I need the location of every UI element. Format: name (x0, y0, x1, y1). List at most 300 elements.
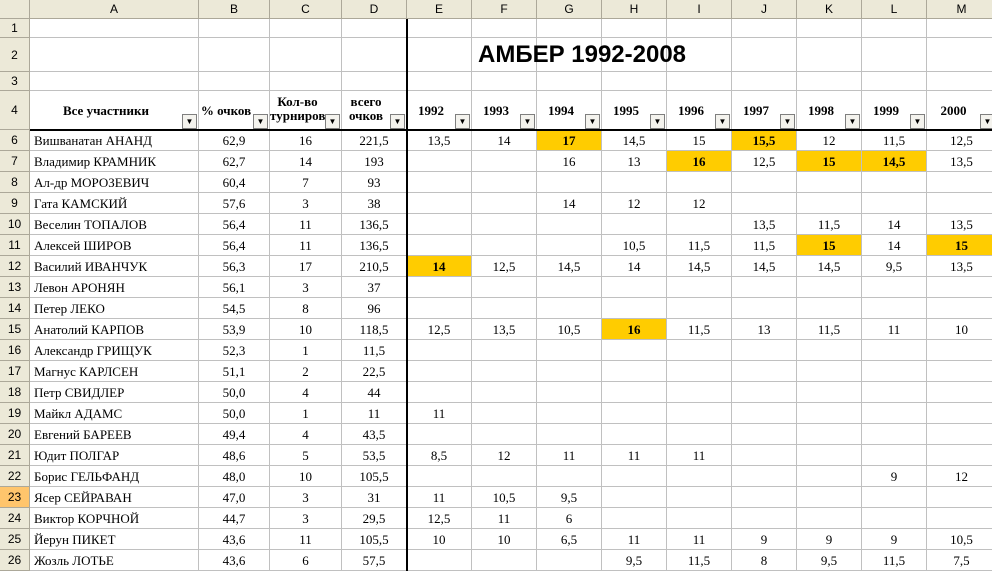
score-cell[interactable]: 10 (270, 319, 342, 340)
score-cell[interactable]: 14 (862, 214, 927, 235)
row-header-14[interactable]: 14 (0, 298, 30, 319)
score-cell[interactable] (537, 340, 602, 361)
row-header-11[interactable]: 11 (0, 235, 30, 256)
score-cell[interactable]: 44,7 (199, 508, 270, 529)
row-header-7[interactable]: 7 (0, 151, 30, 172)
score-cell[interactable] (602, 382, 667, 403)
row-header-19[interactable]: 19 (0, 403, 30, 424)
score-cell[interactable]: 10 (927, 319, 992, 340)
score-cell[interactable] (472, 550, 537, 571)
row-header-3[interactable]: 3 (0, 72, 30, 91)
score-cell[interactable] (602, 508, 667, 529)
score-cell[interactable]: 11,5 (862, 550, 927, 571)
participant-name-cell[interactable]: Майкл АДАМС (30, 403, 199, 424)
score-cell[interactable] (862, 445, 927, 466)
empty-cell[interactable] (602, 72, 667, 91)
row-header-25[interactable]: 25 (0, 529, 30, 550)
empty-cell[interactable] (407, 38, 472, 72)
empty-cell[interactable] (862, 38, 927, 72)
empty-cell[interactable] (472, 72, 537, 91)
empty-cell[interactable] (537, 19, 602, 38)
score-cell[interactable]: 14,5 (602, 130, 667, 151)
score-cell[interactable]: 11 (667, 529, 732, 550)
score-cell[interactable] (407, 235, 472, 256)
score-cell[interactable]: 3 (270, 193, 342, 214)
score-cell[interactable] (927, 172, 992, 193)
score-cell[interactable]: 14,5 (537, 256, 602, 277)
column-header-e[interactable]: E (407, 0, 472, 19)
empty-cell[interactable] (407, 72, 472, 91)
score-cell[interactable]: 11 (602, 445, 667, 466)
score-cell[interactable]: 10,5 (927, 529, 992, 550)
score-cell[interactable]: 10 (472, 529, 537, 550)
score-cell[interactable] (407, 550, 472, 571)
filter-dropdown-icon[interactable]: ▼ (980, 114, 992, 129)
score-cell[interactable]: 7 (270, 172, 342, 193)
score-cell[interactable]: 12,5 (407, 319, 472, 340)
score-cell[interactable] (667, 277, 732, 298)
score-cell[interactable]: 12 (667, 193, 732, 214)
row-header-26[interactable]: 26 (0, 550, 30, 571)
score-cell[interactable]: 14,5 (732, 256, 797, 277)
filter-dropdown-icon[interactable]: ▼ (390, 114, 405, 129)
score-cell[interactable]: 14 (537, 193, 602, 214)
score-cell[interactable]: 17 (270, 256, 342, 277)
score-cell[interactable]: 11 (342, 403, 407, 424)
participant-name-cell[interactable]: Петр СВИДЛЕР (30, 382, 199, 403)
score-cell[interactable] (667, 361, 732, 382)
score-cell[interactable]: 16 (602, 319, 667, 340)
score-cell[interactable] (602, 298, 667, 319)
score-cell[interactable]: 13 (732, 319, 797, 340)
score-cell[interactable]: 11,5 (342, 340, 407, 361)
select-all-corner[interactable] (0, 0, 30, 19)
score-cell[interactable] (797, 466, 862, 487)
empty-cell[interactable] (342, 38, 407, 72)
score-cell[interactable]: 8 (732, 550, 797, 571)
score-cell[interactable] (862, 172, 927, 193)
participant-name-cell[interactable]: Веселин ТОПАЛОВ (30, 214, 199, 235)
empty-cell[interactable] (927, 72, 992, 91)
score-cell[interactable] (667, 382, 732, 403)
score-cell[interactable]: 11 (602, 529, 667, 550)
score-cell[interactable]: 93 (342, 172, 407, 193)
score-cell[interactable] (797, 424, 862, 445)
score-cell[interactable]: 13,5 (927, 214, 992, 235)
score-cell[interactable]: 15 (797, 235, 862, 256)
score-cell[interactable]: 49,4 (199, 424, 270, 445)
score-cell[interactable] (862, 403, 927, 424)
score-cell[interactable] (732, 424, 797, 445)
column-header-d[interactable]: D (342, 0, 407, 19)
score-cell[interactable] (537, 403, 602, 424)
score-cell[interactable]: 4 (270, 382, 342, 403)
empty-cell[interactable] (862, 72, 927, 91)
score-cell[interactable] (537, 550, 602, 571)
score-cell[interactable]: 6,5 (537, 529, 602, 550)
row-header-4[interactable]: 4 (0, 91, 30, 130)
score-cell[interactable]: 43,6 (199, 529, 270, 550)
row-header-1[interactable]: 1 (0, 19, 30, 38)
score-cell[interactable]: 136,5 (342, 235, 407, 256)
score-cell[interactable]: 44 (342, 382, 407, 403)
row-header-2[interactable]: 2 (0, 38, 30, 72)
score-cell[interactable]: 9 (862, 466, 927, 487)
score-cell[interactable]: 11,5 (667, 235, 732, 256)
score-cell[interactable] (472, 403, 537, 424)
score-cell[interactable] (862, 424, 927, 445)
score-cell[interactable]: 43,5 (342, 424, 407, 445)
score-cell[interactable] (537, 172, 602, 193)
score-cell[interactable]: 56,1 (199, 277, 270, 298)
empty-cell[interactable] (927, 19, 992, 38)
score-cell[interactable]: 38 (342, 193, 407, 214)
score-cell[interactable]: 54,5 (199, 298, 270, 319)
row-header-9[interactable]: 9 (0, 193, 30, 214)
score-cell[interactable] (472, 298, 537, 319)
score-cell[interactable] (797, 193, 862, 214)
column-header-j[interactable]: J (732, 0, 797, 19)
score-cell[interactable] (927, 445, 992, 466)
score-cell[interactable] (927, 508, 992, 529)
empty-cell[interactable] (342, 19, 407, 38)
score-cell[interactable] (537, 424, 602, 445)
score-cell[interactable] (407, 361, 472, 382)
score-cell[interactable]: 3 (270, 508, 342, 529)
score-cell[interactable]: 7,5 (927, 550, 992, 571)
score-cell[interactable] (407, 172, 472, 193)
score-cell[interactable] (732, 298, 797, 319)
score-cell[interactable] (732, 193, 797, 214)
participant-name-cell[interactable]: Александр ГРИЩУК (30, 340, 199, 361)
score-cell[interactable]: 96 (342, 298, 407, 319)
score-cell[interactable] (472, 466, 537, 487)
score-cell[interactable] (667, 403, 732, 424)
participant-name-cell[interactable]: Левон АРОНЯН (30, 277, 199, 298)
participant-name-cell[interactable]: Петер ЛЕКО (30, 298, 199, 319)
score-cell[interactable]: 6 (537, 508, 602, 529)
empty-cell[interactable] (732, 19, 797, 38)
score-cell[interactable]: 62,7 (199, 151, 270, 172)
score-cell[interactable]: 11,5 (797, 214, 862, 235)
score-cell[interactable]: 12 (472, 445, 537, 466)
filter-dropdown-icon[interactable]: ▼ (182, 114, 197, 129)
participant-name-cell[interactable]: Анатолий КАРПОВ (30, 319, 199, 340)
score-cell[interactable]: 3 (270, 277, 342, 298)
score-cell[interactable]: 50,0 (199, 403, 270, 424)
score-cell[interactable] (797, 445, 862, 466)
score-cell[interactable] (732, 382, 797, 403)
score-cell[interactable]: 29,5 (342, 508, 407, 529)
score-cell[interactable]: 16 (537, 151, 602, 172)
score-cell[interactable] (667, 340, 732, 361)
score-cell[interactable]: 10 (270, 466, 342, 487)
score-cell[interactable] (667, 487, 732, 508)
row-header-15[interactable]: 15 (0, 319, 30, 340)
score-cell[interactable]: 43,6 (199, 550, 270, 571)
score-cell[interactable] (862, 193, 927, 214)
score-cell[interactable] (927, 298, 992, 319)
empty-cell[interactable] (732, 38, 797, 72)
score-cell[interactable] (797, 277, 862, 298)
empty-cell[interactable] (30, 38, 199, 72)
filter-dropdown-icon[interactable]: ▼ (910, 114, 925, 129)
score-cell[interactable]: 12 (927, 466, 992, 487)
column-header-f[interactable]: F (472, 0, 537, 19)
column-header-a[interactable]: A (30, 0, 199, 19)
participant-name-cell[interactable]: Вишванатан АНАНД (30, 130, 199, 151)
score-cell[interactable] (732, 508, 797, 529)
empty-cell[interactable] (30, 72, 199, 91)
score-cell[interactable]: 105,5 (342, 466, 407, 487)
score-cell[interactable]: 12,5 (472, 256, 537, 277)
score-cell[interactable] (797, 487, 862, 508)
filter-dropdown-icon[interactable]: ▼ (325, 114, 340, 129)
score-cell[interactable] (472, 235, 537, 256)
score-cell[interactable]: 8,5 (407, 445, 472, 466)
score-cell[interactable] (732, 340, 797, 361)
score-cell[interactable]: 52,3 (199, 340, 270, 361)
score-cell[interactable]: 10,5 (537, 319, 602, 340)
score-cell[interactable]: 9 (732, 529, 797, 550)
participant-name-cell[interactable]: Василий ИВАНЧУК (30, 256, 199, 277)
score-cell[interactable]: 1 (270, 340, 342, 361)
score-cell[interactable]: 11 (407, 403, 472, 424)
participant-name-cell[interactable]: Алексей ШИРОВ (30, 235, 199, 256)
row-header-13[interactable]: 13 (0, 277, 30, 298)
score-cell[interactable] (537, 277, 602, 298)
row-header-23[interactable]: 23 (0, 487, 30, 508)
empty-cell[interactable] (199, 72, 270, 91)
score-cell[interactable] (732, 172, 797, 193)
score-cell[interactable]: 12 (602, 193, 667, 214)
score-cell[interactable]: 12 (797, 130, 862, 151)
score-cell[interactable] (862, 340, 927, 361)
empty-cell[interactable] (797, 19, 862, 38)
score-cell[interactable]: 11 (537, 445, 602, 466)
score-cell[interactable]: 5 (270, 445, 342, 466)
score-cell[interactable]: 14 (270, 151, 342, 172)
score-cell[interactable] (537, 214, 602, 235)
score-cell[interactable] (407, 193, 472, 214)
score-cell[interactable] (472, 193, 537, 214)
score-cell[interactable]: 10 (407, 529, 472, 550)
row-header-17[interactable]: 17 (0, 361, 30, 382)
filter-dropdown-icon[interactable]: ▼ (650, 114, 665, 129)
empty-cell[interactable] (30, 19, 199, 38)
score-cell[interactable]: 16 (270, 130, 342, 151)
score-cell[interactable] (927, 193, 992, 214)
participant-name-cell[interactable]: Юдит ПОЛГАР (30, 445, 199, 466)
score-cell[interactable] (797, 172, 862, 193)
score-cell[interactable]: 50,0 (199, 382, 270, 403)
row-header-24[interactable]: 24 (0, 508, 30, 529)
empty-cell[interactable] (407, 19, 472, 38)
column-header-k[interactable]: K (797, 0, 862, 19)
score-cell[interactable]: 14,5 (667, 256, 732, 277)
participant-name-cell[interactable]: Йерун ПИКЕТ (30, 529, 199, 550)
score-cell[interactable] (602, 466, 667, 487)
score-cell[interactable]: 22,5 (342, 361, 407, 382)
score-cell[interactable]: 53,9 (199, 319, 270, 340)
score-cell[interactable] (797, 340, 862, 361)
score-cell[interactable] (797, 382, 862, 403)
score-cell[interactable] (537, 382, 602, 403)
column-header-i[interactable]: I (667, 0, 732, 19)
score-cell[interactable]: 9,5 (602, 550, 667, 571)
score-cell[interactable] (537, 361, 602, 382)
score-cell[interactable] (927, 361, 992, 382)
row-header-16[interactable]: 16 (0, 340, 30, 361)
score-cell[interactable]: 3 (270, 487, 342, 508)
score-cell[interactable] (602, 214, 667, 235)
score-cell[interactable]: 11 (270, 214, 342, 235)
score-cell[interactable]: 2 (270, 361, 342, 382)
score-cell[interactable]: 8 (270, 298, 342, 319)
score-cell[interactable]: 10,5 (472, 487, 537, 508)
score-cell[interactable] (732, 403, 797, 424)
score-cell[interactable]: 13,5 (927, 151, 992, 172)
score-cell[interactable]: 57,5 (342, 550, 407, 571)
score-cell[interactable]: 56,3 (199, 256, 270, 277)
score-cell[interactable]: 12,5 (927, 130, 992, 151)
score-cell[interactable]: 11 (270, 235, 342, 256)
score-cell[interactable]: 13 (602, 151, 667, 172)
score-cell[interactable] (927, 382, 992, 403)
score-cell[interactable] (602, 172, 667, 193)
score-cell[interactable] (472, 424, 537, 445)
score-cell[interactable]: 10,5 (602, 235, 667, 256)
score-cell[interactable] (797, 403, 862, 424)
score-cell[interactable] (472, 151, 537, 172)
score-cell[interactable] (927, 277, 992, 298)
empty-cell[interactable] (270, 19, 342, 38)
row-header-20[interactable]: 20 (0, 424, 30, 445)
score-cell[interactable] (472, 340, 537, 361)
score-cell[interactable] (862, 277, 927, 298)
score-cell[interactable] (732, 466, 797, 487)
score-cell[interactable] (797, 298, 862, 319)
score-cell[interactable]: 14 (602, 256, 667, 277)
score-cell[interactable]: 13,5 (407, 130, 472, 151)
score-cell[interactable]: 13,5 (732, 214, 797, 235)
score-cell[interactable] (602, 424, 667, 445)
score-cell[interactable]: 62,9 (199, 130, 270, 151)
score-cell[interactable]: 16 (667, 151, 732, 172)
row-header-6[interactable]: 6 (0, 130, 30, 151)
participant-name-cell[interactable]: Виктор КОРЧНОЙ (30, 508, 199, 529)
score-cell[interactable] (407, 277, 472, 298)
empty-cell[interactable] (667, 19, 732, 38)
participant-name-cell[interactable]: Жозль ЛОТЬЕ (30, 550, 199, 571)
filter-dropdown-icon[interactable]: ▼ (780, 114, 795, 129)
score-cell[interactable]: 15,5 (732, 130, 797, 151)
score-cell[interactable] (602, 361, 667, 382)
score-cell[interactable]: 11,5 (667, 550, 732, 571)
filter-dropdown-icon[interactable]: ▼ (715, 114, 730, 129)
score-cell[interactable] (667, 466, 732, 487)
score-cell[interactable] (667, 424, 732, 445)
empty-cell[interactable] (862, 19, 927, 38)
score-cell[interactable]: 11,5 (797, 319, 862, 340)
score-cell[interactable]: 11 (862, 319, 927, 340)
score-cell[interactable]: 9,5 (797, 550, 862, 571)
score-cell[interactable] (407, 214, 472, 235)
score-cell[interactable]: 14 (472, 130, 537, 151)
score-cell[interactable]: 136,5 (342, 214, 407, 235)
empty-cell[interactable] (797, 72, 862, 91)
score-cell[interactable]: 9,5 (862, 256, 927, 277)
score-cell[interactable]: 14,5 (862, 151, 927, 172)
filter-dropdown-icon[interactable]: ▼ (455, 114, 470, 129)
score-cell[interactable]: 11,5 (732, 235, 797, 256)
filter-dropdown-icon[interactable]: ▼ (585, 114, 600, 129)
score-cell[interactable]: 47,0 (199, 487, 270, 508)
score-cell[interactable]: 118,5 (342, 319, 407, 340)
empty-cell[interactable] (667, 72, 732, 91)
participant-name-cell[interactable]: Евгений БАРЕЕВ (30, 424, 199, 445)
score-cell[interactable]: 4 (270, 424, 342, 445)
score-cell[interactable]: 15 (667, 130, 732, 151)
score-cell[interactable]: 56,4 (199, 235, 270, 256)
score-cell[interactable]: 193 (342, 151, 407, 172)
participant-name-cell[interactable]: Борис ГЕЛЬФАНД (30, 466, 199, 487)
empty-cell[interactable] (732, 72, 797, 91)
score-cell[interactable]: 12,5 (732, 151, 797, 172)
score-cell[interactable]: 210,5 (342, 256, 407, 277)
score-cell[interactable] (797, 361, 862, 382)
score-cell[interactable] (797, 508, 862, 529)
column-header-c[interactable]: C (270, 0, 342, 19)
score-cell[interactable] (537, 298, 602, 319)
score-cell[interactable] (862, 508, 927, 529)
score-cell[interactable] (862, 298, 927, 319)
score-cell[interactable] (472, 382, 537, 403)
score-cell[interactable] (472, 214, 537, 235)
empty-cell[interactable] (472, 19, 537, 38)
score-cell[interactable] (537, 235, 602, 256)
score-cell[interactable] (667, 508, 732, 529)
score-cell[interactable]: 37 (342, 277, 407, 298)
score-cell[interactable] (472, 361, 537, 382)
row-header-18[interactable]: 18 (0, 382, 30, 403)
score-cell[interactable]: 12,5 (407, 508, 472, 529)
row-header-22[interactable]: 22 (0, 466, 30, 487)
score-cell[interactable] (732, 277, 797, 298)
score-cell[interactable] (667, 214, 732, 235)
score-cell[interactable]: 105,5 (342, 529, 407, 550)
filter-dropdown-icon[interactable]: ▼ (253, 114, 268, 129)
score-cell[interactable] (537, 466, 602, 487)
row-header-8[interactable]: 8 (0, 172, 30, 193)
empty-cell[interactable] (602, 19, 667, 38)
score-cell[interactable]: 13,5 (927, 256, 992, 277)
filter-dropdown-icon[interactable]: ▼ (845, 114, 860, 129)
score-cell[interactable] (407, 424, 472, 445)
score-cell[interactable] (862, 487, 927, 508)
empty-cell[interactable] (797, 38, 862, 72)
score-cell[interactable]: 31 (342, 487, 407, 508)
empty-cell[interactable] (199, 19, 270, 38)
score-cell[interactable]: 60,4 (199, 172, 270, 193)
empty-cell[interactable] (927, 38, 992, 72)
participant-name-cell[interactable]: Ал-др МОРОЗЕВИЧ (30, 172, 199, 193)
score-cell[interactable]: 13,5 (472, 319, 537, 340)
score-cell[interactable] (407, 466, 472, 487)
empty-cell[interactable] (270, 72, 342, 91)
score-cell[interactable]: 6 (270, 550, 342, 571)
score-cell[interactable] (862, 382, 927, 403)
